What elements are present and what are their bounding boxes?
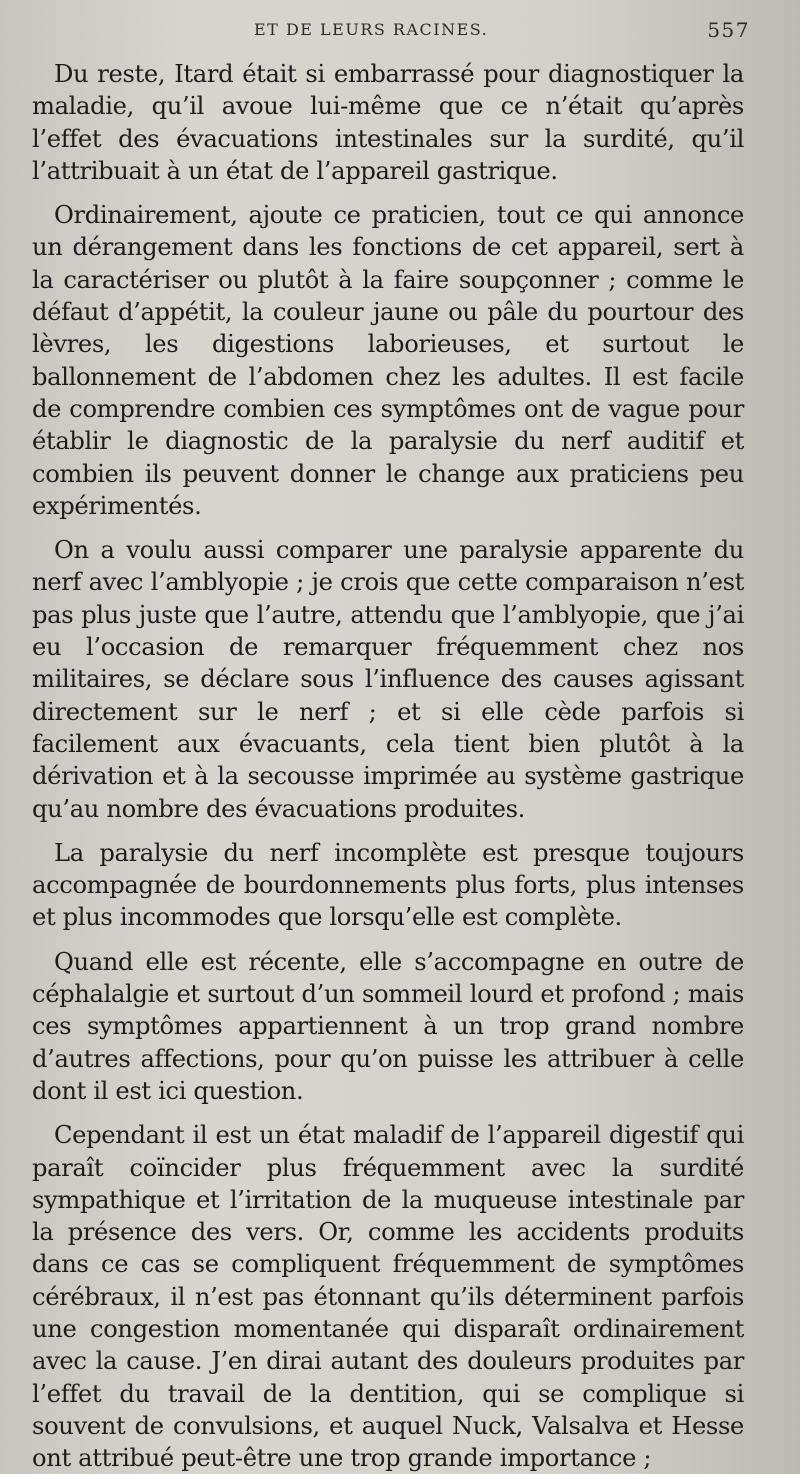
paragraph: Du reste, Itard était si embarrassé pour diagnostiquer la maladie, qu’il avoue lui-même que ce n’était qu’après l’effet des évacuations intestinales sur la surdité, qu’il l’attribuait à un état de l’appareil gastrique. [32,60,744,185]
paragraph: Quand elle est récente, elle s’accompagne en outre de céphalalgie et surtout d’un sommeil lourd et profond ; mais ces symptômes appartiennent à un trop grand nombre d’autres affections, pour qu’on puisse les attribuer à celle dont il est ici question. [32,947,744,1105]
paragraph: La paralysie du nerf incomplète est presque toujours accompagnée de bourdonnements plus forts, plus intenses et plus incommodes que lorsqu’elle est complète. [32,838,744,932]
page-number: 557 [707,18,750,42]
running-title: ET DE LEURS RACINES. [254,20,489,39]
paragraph: Ordinairement, ajoute ce praticien, tout ce qui annonce un dérangement dans les fonctions de cet appareil, sert à la caractériser ou plutôt à la faire soupçonner ; comme le défaut d’appétit, la couleur jaune ou pâle du pourtour des lèvres, les digestions laborieuses, et surtout le ballonnement de l’abdomen chez les adultes. Il est facile de comprendre combien ces symptômes ont de vague pour établir le diagnostic de la paralysie du nerf auditif et combien ils peuvent donner le change aux praticiens peu expérimentés. [32,201,744,520]
running-header [32,16,750,50]
body-text [32,58,744,1474]
paragraph: On a voulu aussi comparer une paralysie apparente du nerf avec l’amblyopie ; je crois que cette comparaison n’est pas plus juste que l’autre, attendu que l’amblyopie, que j’ai eu l’occasion de remarquer fréquemment chez nos militaires, se déclare sous l’influence des causes agissant directement sur le nerf ; et si elle cède parfois si facilement aux évacuants, cela tient bien plutôt à la dérivation et à la secousse imprimée au système gastrique qu’au nombre des évacuations produites. [32,536,744,823]
paragraph: Cependant il est un état maladif de l’appareil digestif qui paraît coïncider plus fréquemment avec la surdité sympathique et l’irritation de la muqueuse intestinale par la présence des vers. Or, comme les accidents produits dans ce cas se compliquent fréquemment de symptômes cérébraux, il n’est pas étonnant qu’ils déterminent parfois une congestion momentanée qui disparaît ordinairement avec la cause. J’en dirai autant des douleurs produites par l’effet du travail de la dentition, qui se complique si souvent de convulsions, et auquel Nuck, Valsalva et Hesse ont attribué peut-être une trop grande importance ; [32,1121,744,1473]
